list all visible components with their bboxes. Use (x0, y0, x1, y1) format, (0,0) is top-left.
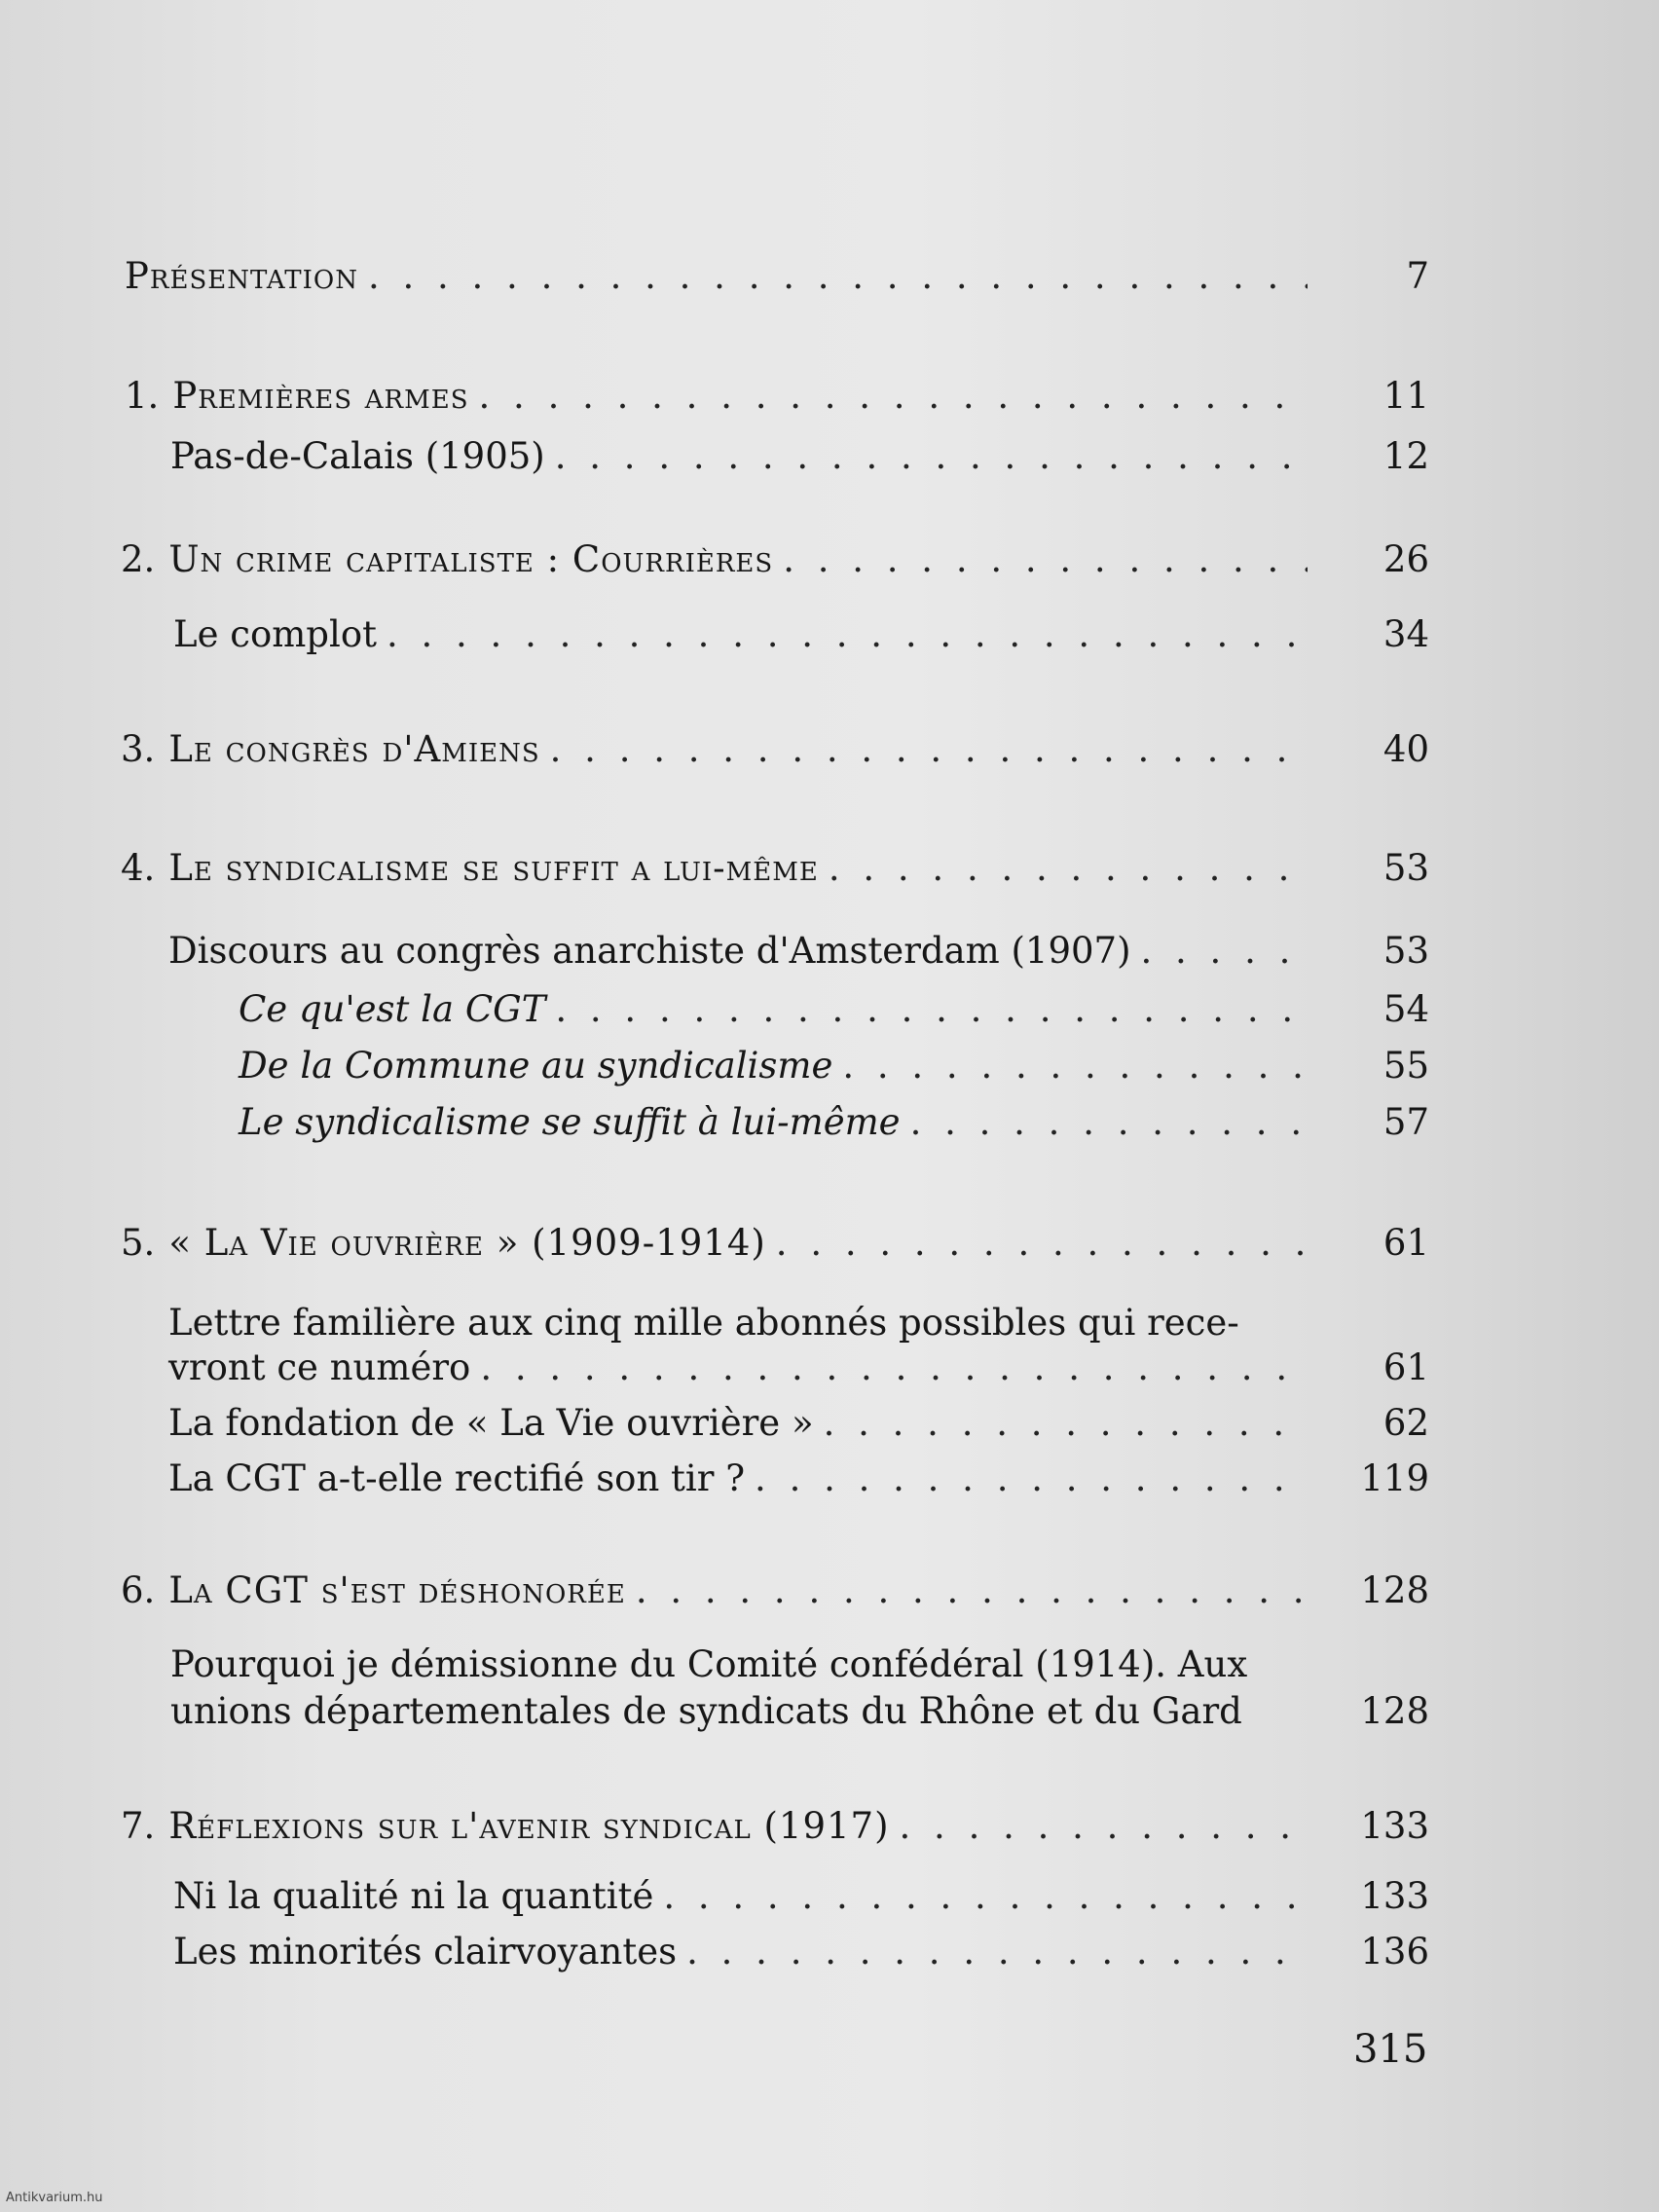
toc-title: Pas-de-Calais (1905) (170, 435, 545, 477)
toc-page-number: 136 (1360, 1931, 1429, 1972)
leader-dots (829, 847, 1308, 890)
toc-title: Présentation (125, 255, 358, 297)
toc-page-number: 54 (1382, 988, 1429, 1030)
toc-page-number: 11 (1382, 375, 1429, 417)
toc-title: Réflexions sur l'avenir syndical (1917) (168, 1805, 890, 1847)
leader-dots (387, 613, 1308, 656)
toc-entry (173, 1875, 1429, 1918)
toc-chapter (125, 375, 1429, 418)
toc-title: « La Vie ouvrière » (1909-1914) (168, 1222, 766, 1264)
toc-title-line: Lettre familière aux cinq mille abonnés possibles qui rece- (168, 1302, 1239, 1344)
chapter-number: 1. (125, 375, 160, 417)
toc-title: Discours au congrès anarchiste d'Amsterdam (1907) (168, 930, 1131, 972)
toc-title: Ni la qualité ni la quantité (173, 1875, 654, 1917)
toc-chapter (121, 1222, 1429, 1265)
leader-dots (900, 1805, 1308, 1848)
leader-dots (910, 1101, 1308, 1144)
leader-dots (479, 375, 1308, 418)
toc-chapter (121, 538, 1429, 581)
toc-entry (125, 255, 1429, 298)
watermark-credit: Antikvarium.hu (6, 2191, 103, 2205)
toc-title: La CGT a-t-elle rectifié son tir ? (168, 1457, 746, 1499)
chapter-number: 2. (121, 538, 156, 580)
toc-page-number: 12 (1382, 435, 1429, 477)
leader-dots (555, 435, 1308, 478)
leader-dots (555, 988, 1308, 1031)
toc-chapter (121, 847, 1429, 890)
toc-page-number: 7 (1406, 255, 1429, 297)
leader-dots (1141, 930, 1308, 973)
toc-page-number: 62 (1382, 1402, 1429, 1444)
leader-dots (368, 255, 1308, 298)
toc-title-line: vront ce numéro (168, 1346, 471, 1388)
leader-dots (783, 538, 1308, 581)
toc-entry (168, 1402, 1429, 1445)
toc-title: Le syndicalisme se suffit a lui-même (168, 847, 819, 889)
leader-dots (686, 1931, 1308, 1973)
toc-title-line: Pourquoi je démissionne du Comité confédéral (1914). Aux (170, 1643, 1248, 1685)
toc-entry (173, 1931, 1429, 1973)
toc-entry (168, 930, 1429, 973)
toc-page-number: 61 (1382, 1222, 1429, 1264)
toc-page-number: 128 (1360, 1690, 1429, 1732)
toc-page-number: 34 (1382, 613, 1429, 655)
toc-entry (239, 1045, 1429, 1088)
toc-page-number: 53 (1382, 930, 1429, 972)
toc-chapter (121, 1805, 1429, 1848)
toc-title: La CGT s'est déshonorée (168, 1569, 626, 1611)
leader-dots (550, 728, 1308, 771)
toc-title: Les minorités clairvoyantes (173, 1931, 678, 1972)
toc-page-number: 128 (1360, 1569, 1429, 1611)
toc-entry (170, 435, 1429, 478)
toc-entry (239, 1101, 1429, 1144)
toc-title: Ce qu'est la CGT (239, 988, 546, 1030)
leader-dots (636, 1569, 1308, 1612)
toc-page-number: 57 (1382, 1101, 1429, 1143)
toc-title: Premières armes (172, 375, 469, 417)
chapter-number: 7. (121, 1805, 156, 1847)
chapter-number: 6. (121, 1569, 156, 1611)
leader-dots (842, 1045, 1308, 1088)
toc-entry (173, 613, 1429, 656)
toc-entry (168, 1457, 1429, 1500)
leader-dots (755, 1457, 1308, 1500)
toc-page-number: 53 (1382, 847, 1429, 889)
toc-chapter (121, 728, 1429, 771)
page-number: 315 (1353, 2027, 1428, 2072)
toc-page-number: 55 (1382, 1045, 1429, 1087)
toc-page-number: 119 (1360, 1457, 1429, 1499)
chapter-number: 5. (121, 1222, 156, 1264)
leader-dots (663, 1875, 1308, 1918)
toc-page-number: 133 (1360, 1875, 1429, 1917)
toc-page-number: 40 (1382, 728, 1429, 770)
chapter-number: 3. (121, 728, 156, 770)
leader-dots (480, 1346, 1308, 1389)
leader-dots (776, 1222, 1308, 1265)
toc-title: De la Commune au syndicalisme (239, 1045, 833, 1087)
toc-title: Le congrès d'Amiens (168, 728, 540, 770)
toc-title: Le syndicalisme se suffit à lui-même (239, 1101, 901, 1143)
toc-entry (239, 988, 1429, 1031)
leader-dots (824, 1402, 1308, 1445)
toc-page-number: 133 (1360, 1805, 1429, 1847)
toc-page-number: 26 (1382, 538, 1429, 580)
toc-title-line: unions départementales de syndicats du Rhône et du Gard (170, 1690, 1242, 1732)
toc-page-number: 61 (1382, 1346, 1429, 1388)
toc-title: La fondation de « La Vie ouvrière » (168, 1402, 814, 1444)
chapter-number: 4. (121, 847, 156, 889)
toc-title: Un crime capitaliste : Courrières (168, 538, 774, 580)
toc-chapter (121, 1569, 1429, 1612)
toc-title: Le complot (173, 613, 377, 655)
